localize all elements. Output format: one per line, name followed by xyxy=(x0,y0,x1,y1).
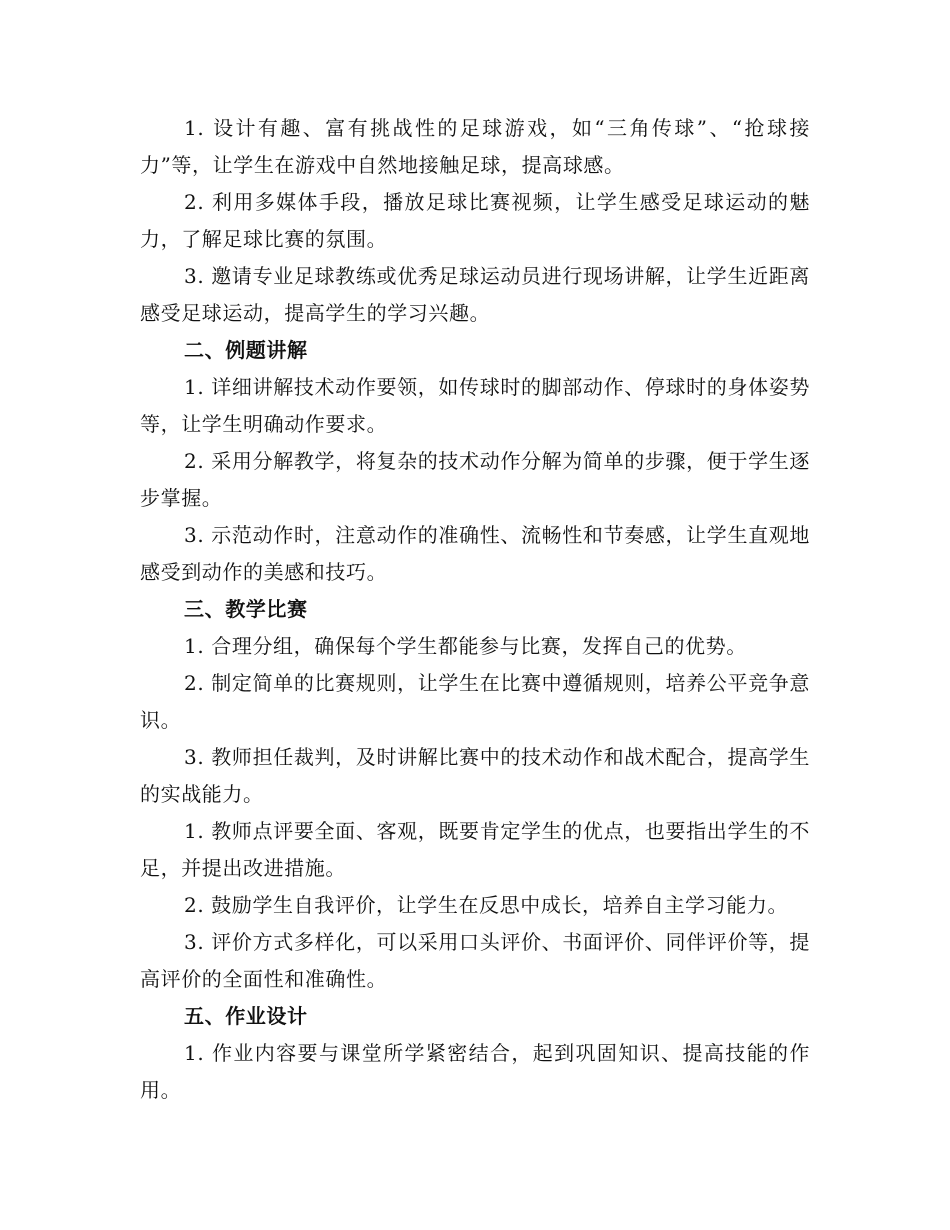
document-page xyxy=(140,110,810,1109)
section-heading: 五、作业设计 xyxy=(184,1004,308,1028)
paragraph: 1. 详细讲解技术动作要领，如传球时的脚部动作、停球时的身体姿势等，让学生明确动作要求。 xyxy=(140,375,810,436)
paragraph: 1. 作业内容要与课堂所学紧密结合，起到巩固知识、提高技能的作用。 xyxy=(140,1041,810,1102)
paragraph: 2. 鼓励学生自我评价，让学生在反思中成长，培养自主学习能力。 xyxy=(184,893,789,917)
paragraph: 1. 合理分组，确保每个学生都能参与比赛，发挥自己的优势。 xyxy=(184,634,747,658)
paragraph: 3. 邀请专业足球教练或优秀足球运动员进行现场讲解，让学生近距离感受足球运动，提高学生的学习兴趣。 xyxy=(140,264,810,325)
paragraph: 2. 利用多媒体手段，播放足球比赛视频，让学生感受足球运动的魅力，了解足球比赛的氛围。 xyxy=(140,190,810,251)
section-heading: 三、教学比赛 xyxy=(184,597,308,621)
paragraph: 3. 评价方式多样化，可以采用口头评价、书面评价、同伴评价等，提高评价的全面性和准确性。 xyxy=(140,930,810,991)
paragraph: 3. 示范动作时，注意动作的准确性、流畅性和节奏感，让学生直观地感受到动作的美感和技巧。 xyxy=(140,523,810,584)
paragraph: 2. 制定简单的比赛规则，让学生在比赛中遵循规则，培养公平竞争意识。 xyxy=(140,671,810,732)
paragraph: 1. 教师点评要全面、客观，既要肯定学生的优点，也要指出学生的不足，并提出改进措施。 xyxy=(140,819,810,880)
paragraph: 2. 采用分解教学，将复杂的技术动作分解为简单的步骤，便于学生逐步掌握。 xyxy=(140,449,810,510)
paragraph: 1. 设计有趣、富有挑战性的足球游戏，如“三角传球”、“抢球接力”等，让学生在游戏中自然地接触足球，提高球感。 xyxy=(140,116,810,177)
paragraph: 3. 教师担任裁判，及时讲解比赛中的技术动作和战术配合，提高学生的实战能力。 xyxy=(140,745,810,806)
section-heading: 二、例题讲解 xyxy=(184,338,308,362)
